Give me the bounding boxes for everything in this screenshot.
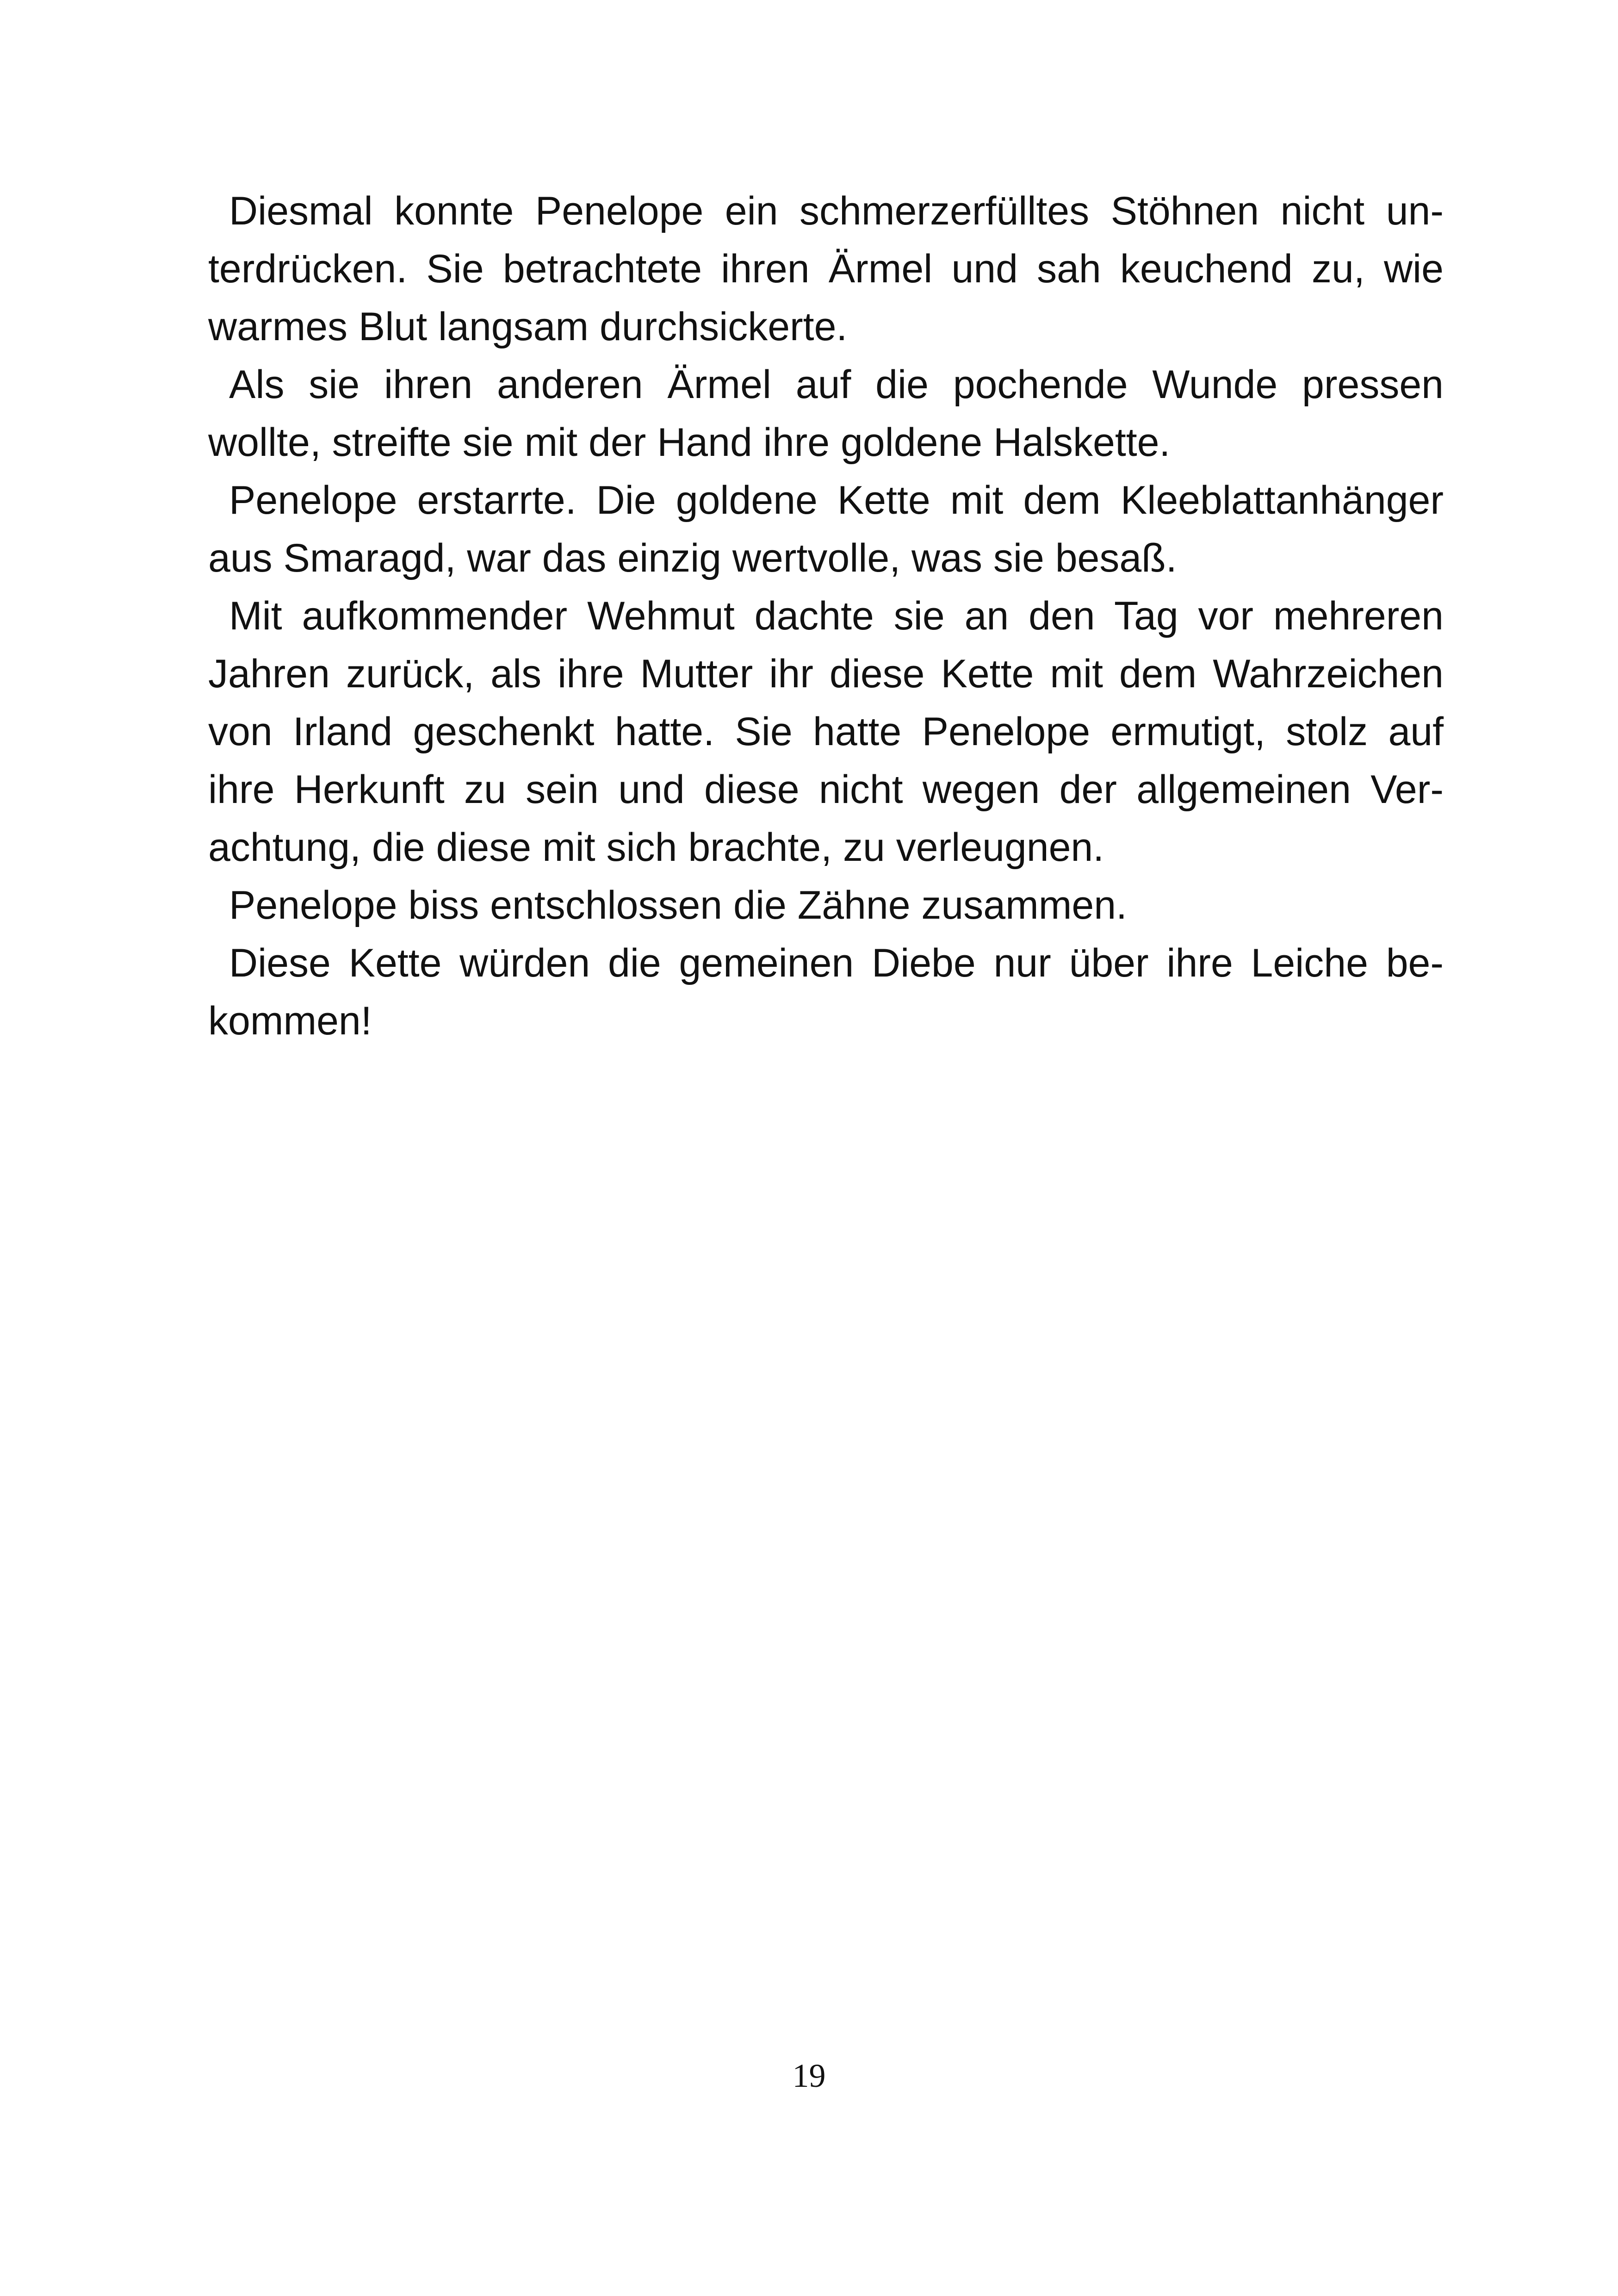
text-line: Diesmal konnte Penelope ein schmerzerfülltes Stöhnen nicht un- bbox=[229, 189, 1444, 233]
text-line: Jahren zurück, als ihre Mutter ihr diese Kette mit dem Wahrzeichen bbox=[208, 652, 1444, 696]
text-line: wollte, streifte sie mit der Hand ihre goldene Halskette. bbox=[208, 420, 1171, 465]
text-line: kommen! bbox=[208, 999, 372, 1043]
text-line: Penelope erstarrte. Die goldene Kette mit dem Kleeblattanhänger bbox=[229, 478, 1444, 523]
paragraph bbox=[208, 472, 1444, 587]
text-line: ihre Herkunft zu sein und diese nicht wegen der allgemeinen Ver- bbox=[208, 767, 1444, 812]
paragraph bbox=[208, 356, 1444, 472]
paragraph bbox=[208, 182, 1444, 356]
body-text bbox=[208, 182, 1444, 1050]
page-number: 19 bbox=[792, 2057, 826, 2094]
text-line: von Irland geschenkt hatte. Sie hatte Penelope ermutigt, stolz auf bbox=[208, 709, 1444, 754]
text-line: aus Smaragd, war das einzig wertvolle, was sie besaß. bbox=[208, 536, 1177, 580]
paragraph bbox=[208, 877, 1444, 934]
text-line: Als sie ihren anderen Ärmel auf die pochende Wunde pressen bbox=[229, 362, 1444, 407]
text-line: warmes Blut langsam durchsickerte. bbox=[208, 305, 848, 349]
text-line: terdrücken. Sie betrachtete ihren Ärmel und sah keuchend zu, wie bbox=[208, 247, 1444, 291]
paragraph bbox=[208, 934, 1444, 1050]
paragraph bbox=[208, 587, 1444, 877]
text-line: Penelope biss entschlossen die Zähne zusammen. bbox=[229, 883, 1127, 927]
text-line: achtung, die diese mit sich brachte, zu verleugnen. bbox=[208, 825, 1104, 870]
text-line: Mit aufkommender Wehmut dachte sie an den Tag vor mehreren bbox=[229, 594, 1444, 638]
text-line: Diese Kette würden die gemeinen Diebe nur über ihre Leiche be- bbox=[229, 941, 1444, 985]
